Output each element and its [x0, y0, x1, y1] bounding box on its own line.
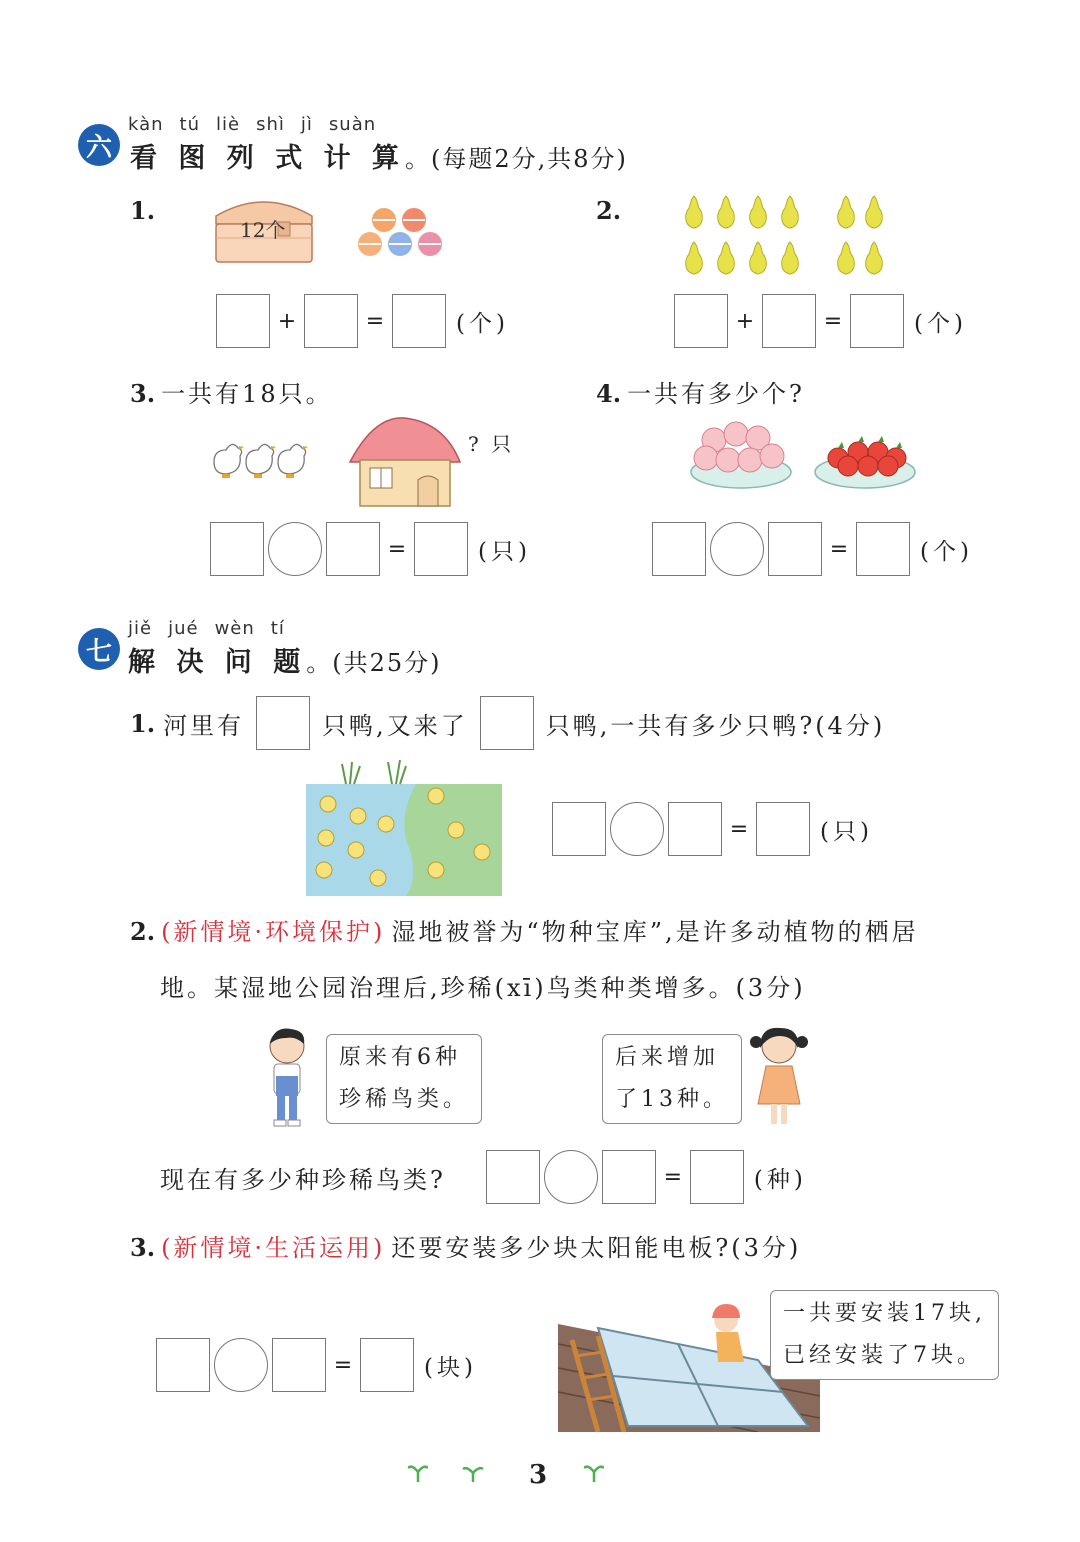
- pears-icon: [680, 192, 894, 278]
- inline-answer-box[interactable]: [256, 696, 310, 750]
- equals-sign: =: [663, 1164, 683, 1190]
- q1-number: 1.: [130, 196, 156, 225]
- pinyin: tí: [270, 618, 285, 639]
- q4-number: 4.: [596, 379, 622, 408]
- s7-q1-text-b: 只鸭,又来了: [322, 711, 468, 740]
- s7-q2-question: 现在有多少种珍稀鸟类?: [160, 1165, 446, 1194]
- answer-box[interactable]: [156, 1338, 210, 1392]
- s7-q1-text-a: 河里有: [163, 711, 245, 740]
- house-label: ? 只: [468, 432, 515, 456]
- answer-box[interactable]: [850, 294, 904, 348]
- answer-box[interactable]: [762, 294, 816, 348]
- unit-label: (只): [478, 538, 531, 565]
- operator-circle[interactable]: [710, 522, 764, 576]
- s7-q1-line: [130, 696, 885, 750]
- pinyin: shì: [256, 114, 285, 135]
- answer-box[interactable]: [652, 522, 706, 576]
- pinyin: jì: [300, 114, 313, 135]
- section6-heading: [130, 136, 628, 175]
- s7-q2-question-row: [160, 1150, 807, 1204]
- section6-note: 。(每题2分,共8分): [405, 145, 628, 173]
- equals-sign: =: [829, 536, 849, 562]
- section6-badge: 六: [78, 124, 120, 166]
- s7-q1-text-c: 只鸭,一共有多少只鸭?(4分): [545, 711, 886, 740]
- ducks-icon: [208, 432, 314, 488]
- answer-box[interactable]: [304, 294, 358, 348]
- bubble-line: 原来有6种: [339, 1045, 461, 1070]
- balls-icon: [356, 204, 448, 260]
- pinyin: jiě: [128, 618, 153, 639]
- equals-sign: =: [823, 308, 843, 334]
- s7-q2-equation: [486, 1150, 807, 1204]
- girl-icon: [748, 1026, 810, 1130]
- s7-q3-tag: (新情境·生活运用): [161, 1234, 386, 1262]
- boy-icon: [260, 1026, 314, 1130]
- answer-box[interactable]: [768, 522, 822, 576]
- girl-speech-bubble: [602, 1034, 742, 1124]
- s7-q2-line2: 地。某湿地公园治理后,珍稀(xī)鸟类种类增多。(3分): [160, 974, 806, 1002]
- sprout-icon: [462, 1464, 484, 1482]
- answer-box[interactable]: [486, 1150, 540, 1204]
- operator-circle[interactable]: [214, 1338, 268, 1392]
- s7-q3-line: [130, 1228, 801, 1263]
- q2-number: 2.: [596, 196, 622, 225]
- chest-label: 12个: [240, 218, 286, 242]
- q4-equation: [652, 522, 973, 576]
- q4-text: 一共有多少个?: [627, 380, 805, 408]
- section7-badge: 七: [78, 628, 120, 670]
- answer-box[interactable]: [210, 522, 264, 576]
- s7-q3-number: 3.: [130, 1233, 156, 1262]
- operator-circle[interactable]: [610, 802, 664, 856]
- unit-label: (种): [753, 1166, 807, 1193]
- equals-sign: =: [729, 816, 749, 842]
- q4-heading: [596, 374, 805, 409]
- s7-q3-text: 还要安装多少块太阳能电板?(3分): [391, 1234, 802, 1262]
- worker-speech-bubble: [770, 1290, 999, 1380]
- equals-sign: =: [365, 308, 385, 334]
- answer-box[interactable]: [674, 294, 728, 348]
- bubble-line: 一共要安装17块,: [783, 1301, 986, 1326]
- unit-label: (块): [424, 1354, 477, 1381]
- section7-note: 。(共25分): [306, 649, 442, 677]
- answer-box[interactable]: [856, 522, 910, 576]
- bubble-line: 珍稀鸟类。: [339, 1087, 470, 1112]
- q2-equation: [674, 294, 967, 348]
- s7-q1-number: 1.: [130, 708, 156, 738]
- section7-pinyin: [128, 618, 285, 639]
- q3-text: 一共有18只。: [161, 380, 333, 408]
- apples-plate-icon: [812, 430, 918, 494]
- answer-box[interactable]: [756, 802, 810, 856]
- house-icon: [344, 414, 464, 510]
- unit-label: (个): [920, 538, 973, 565]
- answer-box[interactable]: [392, 294, 446, 348]
- page-number: 3: [529, 1460, 548, 1490]
- section6-title: 看 图 列 式 计 算: [130, 143, 405, 174]
- pinyin: tú: [179, 114, 201, 135]
- inline-answer-box[interactable]: [480, 696, 534, 750]
- equals-sign: =: [333, 1352, 353, 1378]
- s7-q3-equation: [156, 1338, 477, 1392]
- answer-box[interactable]: [216, 294, 270, 348]
- pinyin: jué: [168, 618, 199, 639]
- plus-sign: +: [735, 308, 755, 334]
- equals-sign: =: [387, 536, 407, 562]
- q1-equation: [216, 294, 509, 348]
- bubble-line: 已经安装了7块。: [783, 1343, 983, 1368]
- operator-circle[interactable]: [268, 522, 322, 576]
- answer-box[interactable]: [690, 1150, 744, 1204]
- unit-label: (只): [820, 818, 873, 845]
- section7-title: 解 决 问 题: [128, 647, 307, 678]
- q3-equation: [210, 522, 531, 576]
- bubble-line: 了13种。: [615, 1087, 729, 1112]
- answer-box[interactable]: [414, 522, 468, 576]
- bubble-line: 后来增加: [615, 1045, 720, 1070]
- q3-heading: [130, 374, 333, 409]
- answer-box[interactable]: [360, 1338, 414, 1392]
- s7-q1-equation: [552, 802, 873, 856]
- boy-speech-bubble: [326, 1034, 482, 1124]
- s7-q2-line1-text: 湿地被誉为“物种宝库”,是许多动植物的栖居: [391, 918, 919, 946]
- q3-number: 3.: [130, 379, 156, 408]
- section6-pinyin: [128, 114, 376, 135]
- unit-label: (个): [914, 310, 967, 337]
- answer-box[interactable]: [326, 522, 380, 576]
- operator-circle[interactable]: [544, 1150, 598, 1204]
- answer-box[interactable]: [668, 802, 722, 856]
- s7-q2-line1: [130, 912, 919, 947]
- s7-q2-number: 2.: [130, 917, 156, 946]
- plus-sign: +: [277, 308, 297, 334]
- answer-box[interactable]: [272, 1338, 326, 1392]
- answer-box[interactable]: [602, 1150, 656, 1204]
- pinyin: wèn: [214, 618, 255, 639]
- pond-ducks-icon: [306, 760, 502, 896]
- pinyin: liè: [216, 114, 241, 135]
- sprout-icon: [584, 1462, 604, 1482]
- section7-heading: [128, 640, 441, 679]
- s7-q2-tag: (新情境·环境保护): [161, 918, 386, 946]
- pinyin: suàn: [328, 114, 377, 135]
- answer-box[interactable]: [552, 802, 606, 856]
- pinyin: kàn: [128, 114, 164, 135]
- peaches-plate-icon: [686, 414, 796, 496]
- unit-label: (个): [456, 310, 509, 337]
- sprout-icon: [408, 1462, 428, 1482]
